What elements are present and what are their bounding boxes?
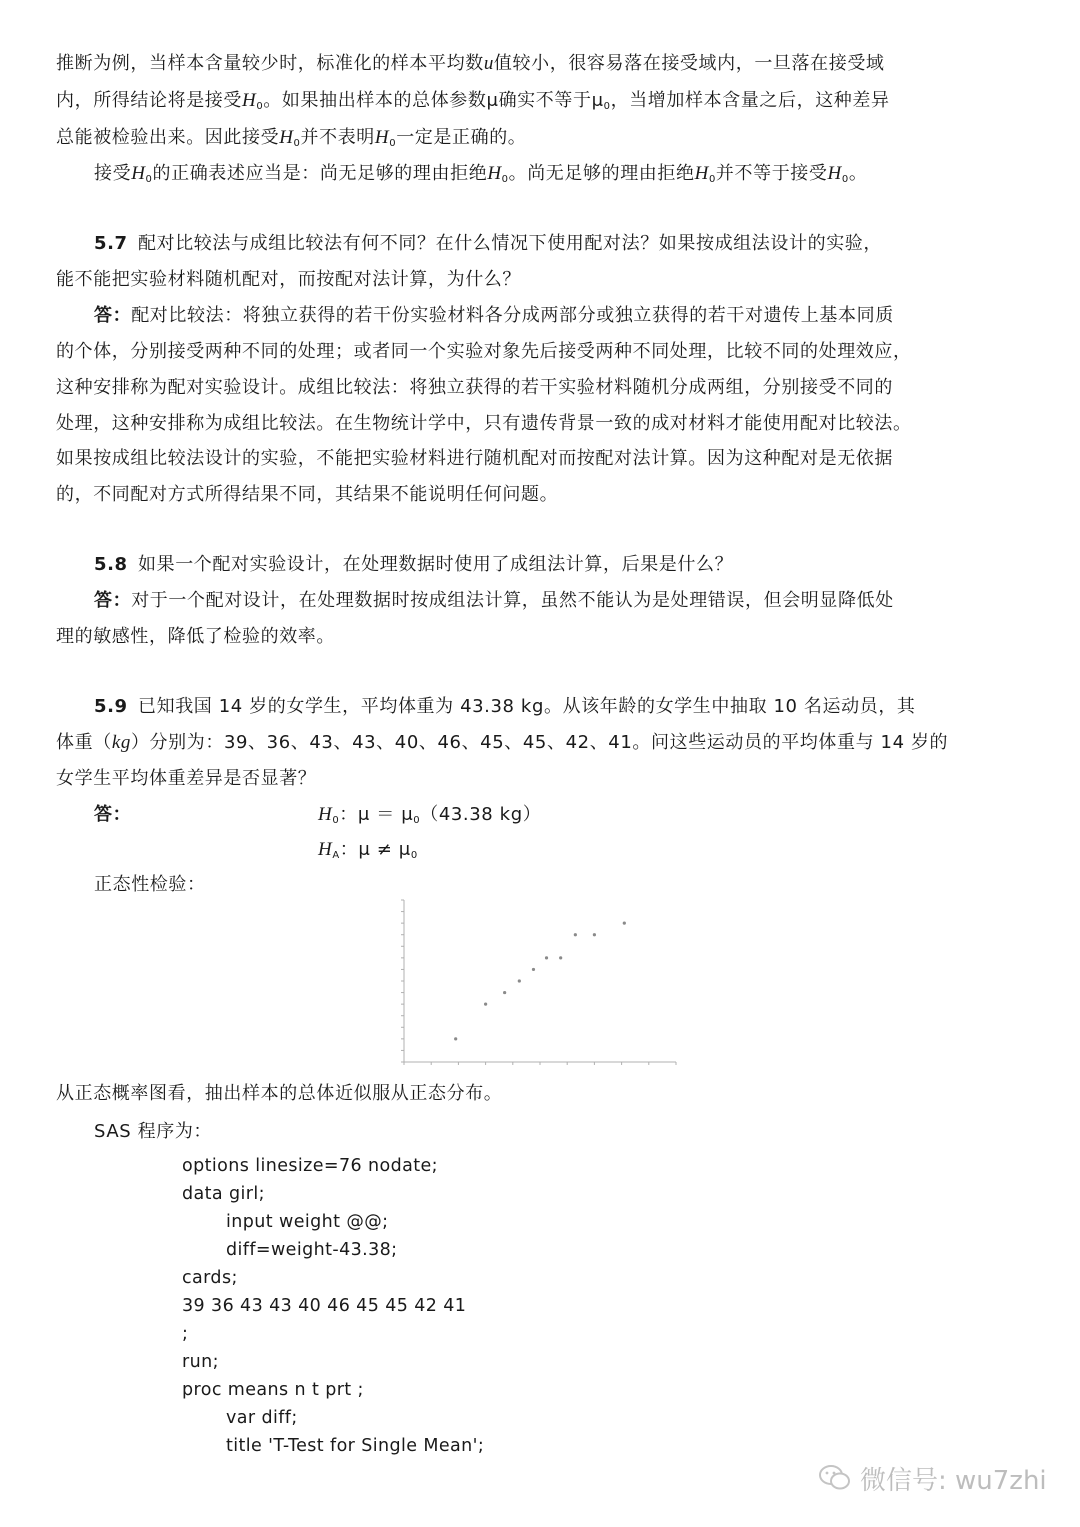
code-line-proc-means: proc means n t prt ; xyxy=(182,1380,364,1400)
data-point xyxy=(593,933,596,936)
code-line-run: run; xyxy=(182,1352,219,1372)
q59-answer-label: 答： xyxy=(94,804,132,825)
q57-answer-line-1: 答：配对比较法：将独立获得的若干份实验材料各分成两部分或独立获得的若干对遗传上基本同质 xyxy=(94,305,894,326)
code-line-options: options linesize=76 nodate; xyxy=(182,1156,438,1176)
code-line-data: data girl; xyxy=(182,1184,265,1204)
q59-question-line-3: 女学生平均体重差异是否显著？ xyxy=(56,768,317,789)
watermark-text: 微信号: wu7zhi xyxy=(860,1466,1047,1496)
data-point xyxy=(454,1037,457,1040)
q59-question-line-2: 体重（kg）分别为：39、36、43、43、40、46、45、45、42、41。问这些运动员的平均体重与 14 岁的 xyxy=(56,732,949,753)
q59-number: 5.9 xyxy=(94,696,128,717)
q57-answer-line-6: 的，不同配对方式所得结果不同，其结果不能说明任何问题。 xyxy=(56,484,559,505)
code-line-cards: cards; xyxy=(182,1268,238,1288)
q57-answer-line-5: 如果按成组比较法设计的实验，不能把实验材料进行随机配对而按配对法计算。因为这种配对是无依据 xyxy=(56,448,893,469)
sas-program-label: SAS 程序为： xyxy=(94,1121,213,1142)
code-line-semicolon: ; xyxy=(182,1324,189,1344)
data-point xyxy=(532,968,535,971)
q59-question-line-1: 5.9 已知我国 14 岁的女学生，平均体重为 43.38 kg。从该年龄的女学生中抽取 10 名运动员，其 xyxy=(94,696,916,717)
intro-line-3: 总能被检验出来。因此接受$H_0$并不表明$H_0$一定是正确的。 xyxy=(56,127,527,149)
data-points xyxy=(454,922,626,1041)
q57-question-line-2: 能不能把实验材料随机配对，而按配对法计算，为什么？ xyxy=(56,269,521,290)
data-point xyxy=(484,1003,487,1006)
q58-answer-line-2: 理的敏感性，降低了检验的效率。 xyxy=(56,626,335,647)
axis-ticks xyxy=(401,900,676,1065)
code-line-input: input weight @@; xyxy=(226,1212,389,1232)
data-point xyxy=(574,933,577,936)
q57-answer-line-2: 的个体，分别接受两种不同的处理；或者同一个实验对象先后接受两种不同处理，比较不同的处理效应， xyxy=(56,341,912,362)
data-point xyxy=(518,979,521,982)
wechat-watermark xyxy=(818,1460,1047,1499)
normal-probability-plot xyxy=(378,888,682,1074)
data-point xyxy=(623,922,626,925)
normality-conclusion: 从正态概率图看，抽出样本的总体近似服从正态分布。 xyxy=(56,1083,503,1104)
q57-answer-line-3: 这种安排称为配对实验设计。成组比较法：将独立获得的若干实验材料随机分成两组，分别接受不同的 xyxy=(56,377,893,398)
data-point xyxy=(559,956,562,959)
intro-line-1: 推断为例，当样本含量较少时，标准化的样本平均数u值较小，很容易落在接受域内，一旦落在接受域 xyxy=(56,53,885,74)
q58-number: 5.8 xyxy=(94,554,128,575)
intro-line-2: 内，所得结论将是接受$H_0$。如果抽出样本的总体参数μ确实不等于$\mu_0$，当增加样本含量之后，这种差异 xyxy=(56,90,890,112)
q57-number: 5.7 xyxy=(94,233,128,254)
wechat-icon xyxy=(818,1464,852,1499)
code-line-diff: diff=weight-43.38; xyxy=(226,1240,398,1260)
intro-para-2: 接受$H_0$的正确表述应当是：尚无足够的理由拒绝$H_0$。尚无足够的理由拒绝$H_0$并不等于接受$H_0$。 xyxy=(94,163,868,185)
q57-answer-line-4: 处理，这种安排称为成组比较法。在生物统计学中，只有遗传背景一致的成对材料才能使用配对比较法。 xyxy=(56,413,912,434)
normality-test-label: 正态性检验： xyxy=(94,874,206,895)
code-line-title: title 'T-Test for Single Mean'; xyxy=(226,1436,485,1456)
h0-hypothesis: $H_0$：$\mu = \mu_0(43.38$ kg） xyxy=(318,804,542,826)
code-line-var: var diff; xyxy=(226,1408,298,1428)
data-point xyxy=(545,956,548,959)
q58-question-line-1: 5.8 如果一个配对实验设计，在处理数据时使用了成组法计算，后果是什么？ xyxy=(94,554,734,575)
code-line-values: 39 36 43 43 40 46 45 45 42 41 xyxy=(182,1296,467,1316)
ha-hypothesis: $H_A$：$\mu \ne \mu_0$ xyxy=(318,839,418,861)
data-point xyxy=(503,991,506,994)
q58-answer-line-1: 答：对于一个配对设计，在处理数据时按成组法计算，虽然不能认为是处理错误，但会明显降低处 xyxy=(94,590,894,611)
q57-question-line-1: 5.7 配对比较法与成组比较法有何不同？在什么情况下使用配对法？如果按成组法设计的实验， xyxy=(94,233,882,254)
